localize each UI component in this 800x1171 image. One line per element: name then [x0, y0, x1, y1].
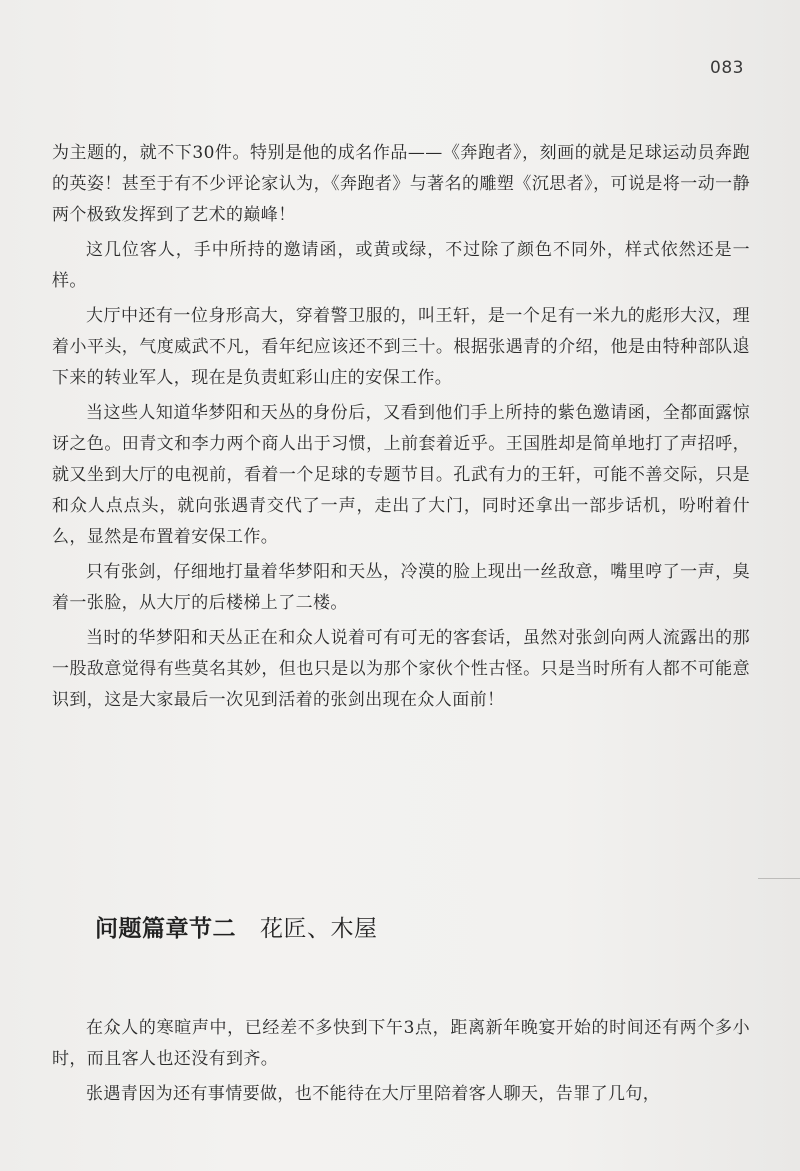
body-text-bottom — [52, 1013, 750, 1114]
section-title: 花匠、木屋 — [260, 916, 378, 942]
body-text-top — [52, 138, 750, 720]
page-edge-mark — [758, 878, 800, 879]
paragraph: 这几位客人，手中所持的邀请函，或黄或绿，不过除了颜色不同外，样式依然还是一样。 — [52, 240, 750, 291]
paragraph: 为主题的，就不下30件。特别是他的成名作品——《奔跑者》，刻画的就是足球运动员奔跑的英姿！甚至于有不少评论家认为，《奔跑者》与著名的雕塑《沉思者》，可说是将一动一静两个极致发挥到了艺术的巅峰！ — [52, 143, 750, 225]
section-label: 问题篇章节二 — [95, 916, 236, 942]
page-number: 083 — [710, 58, 744, 78]
paragraph: 只有张剑，仔细地打量着华梦阳和天丛，冷漠的脸上现出一丝敌意，嘴里哼了一声，臭着一张脸，从大厅的后楼梯上了二楼。 — [52, 562, 750, 613]
paragraph: 在众人的寒暄声中，已经差不多快到下午3点，距离新年晚宴开始的时间还有两个多小时，而且客人也还没有到齐。 — [52, 1018, 750, 1069]
paragraph: 当这些人知道华梦阳和天丛的身份后，又看到他们手上所持的紫色邀请函，全都面露惊讶之色。田青文和李力两个商人出于习惯，上前套着近乎。王国胜却是简单地打了声招呼，就又坐到大厅的电视前，看着一个足球的专题节目。孔武有力的王轩，可能不善交际，只是和众人点点头，就向张遇青交代了一声，走出了大门，同时还拿出一部步话机，吩咐着什么，显然是布置着安保工作。 — [52, 403, 750, 547]
paragraph: 当时的华梦阳和天丛正在和众人说着可有可无的客套话，虽然对张剑向两人流露出的那一股敌意觉得有些莫名其妙，但也只是以为那个家伙个性古怪。只是当时所有人都不可能意识到，这是大家最后一次见到活着的张剑出现在众人面前！ — [52, 628, 750, 710]
paragraph: 大厅中还有一位身形高大，穿着警卫服的，叫王轩，是一个足有一米九的彪形大汉，理着小平头，气度威武不凡，看年纪应该还不到三十。根据张遇青的介绍，他是由特种部队退下来的转业军人，现在是负责虹彩山庄的安保工作。 — [52, 306, 750, 388]
paragraph: 张遇青因为还有事情要做，也不能待在大厅里陪着客人聊天，告罪了几句， — [86, 1084, 661, 1104]
section-heading — [95, 910, 378, 943]
